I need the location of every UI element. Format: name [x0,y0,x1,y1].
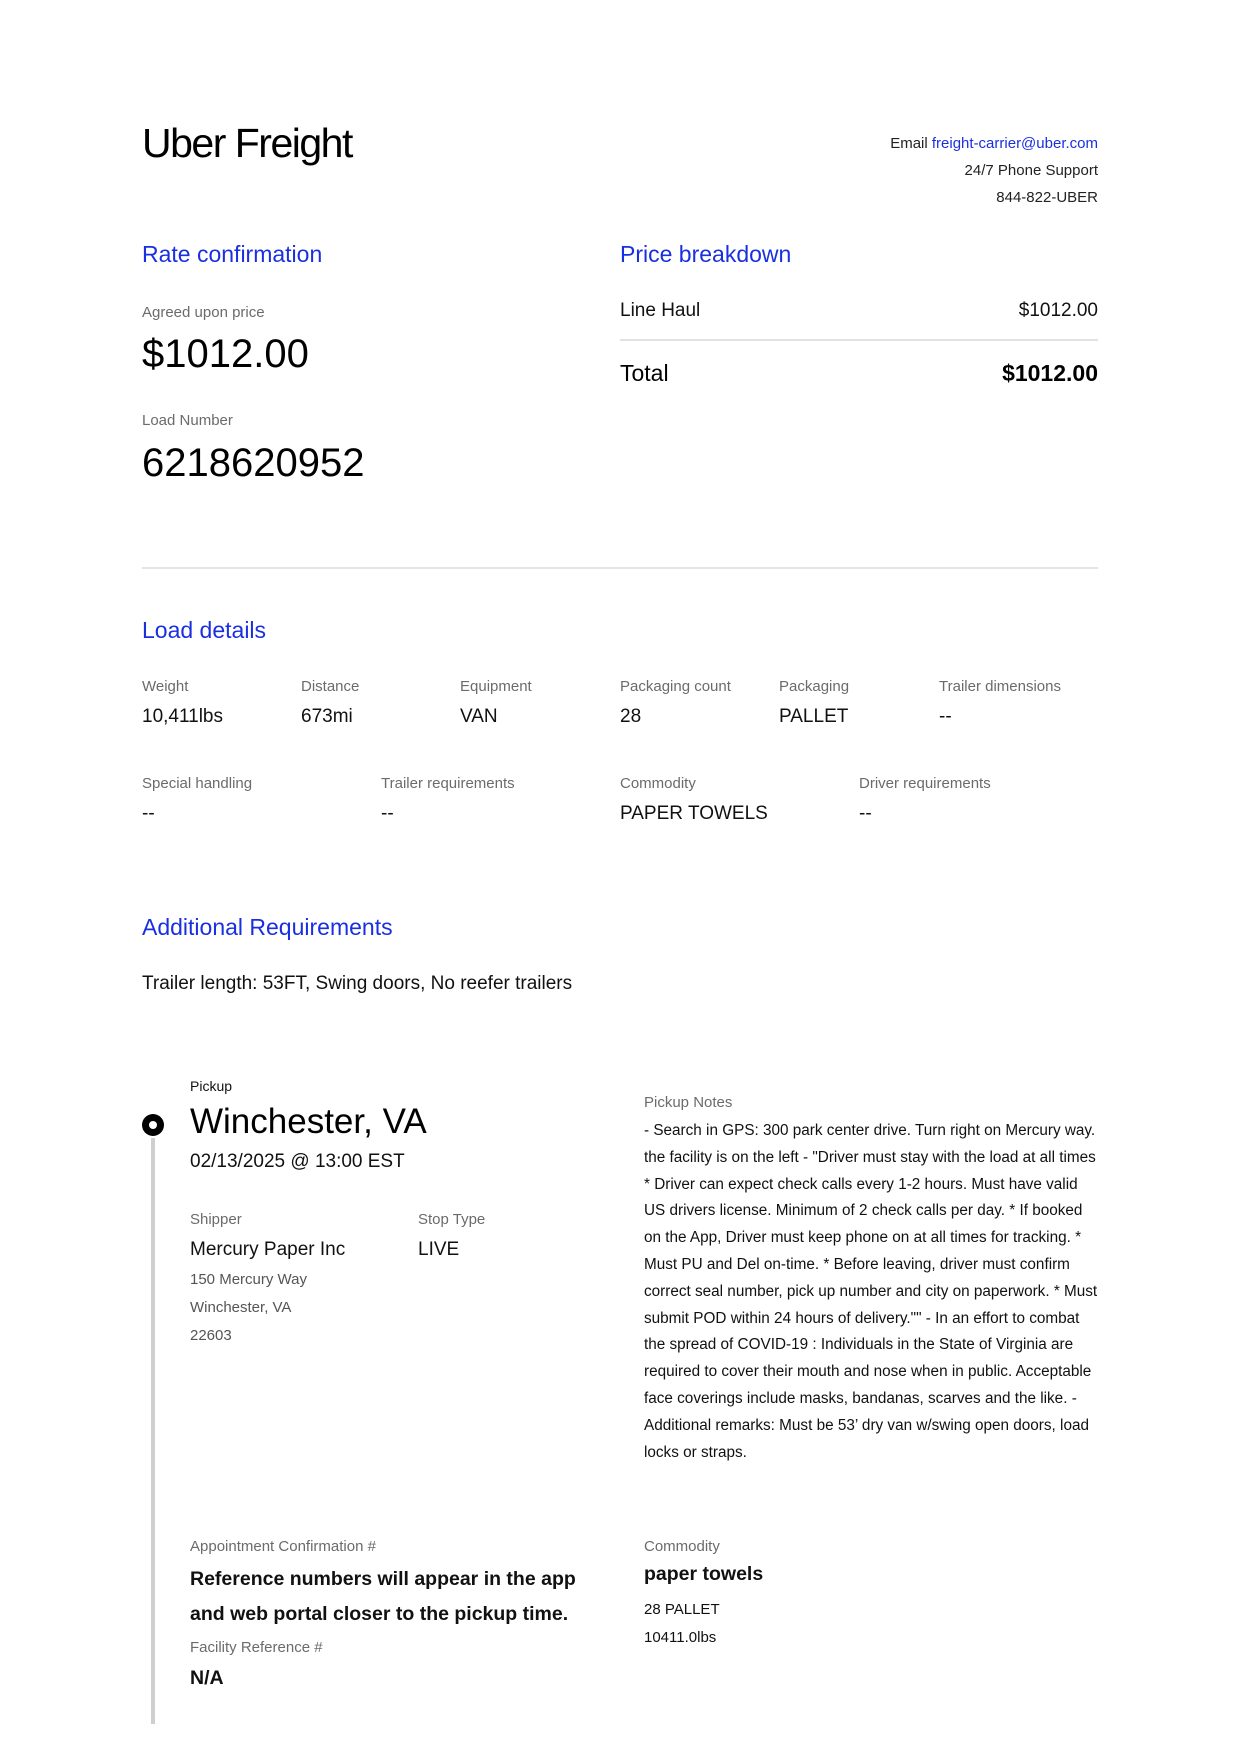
shipper-address-zip: 22603 [190,1327,232,1344]
trailer-dimensions-value: -- [939,706,952,727]
stop-type-value: LIVE [418,1239,460,1260]
driver-requirements-label: Driver requirements [859,775,991,792]
stop-commodity-weight: 10411.0lbs [644,1629,717,1646]
total-row [620,360,1098,387]
shipper-name: Mercury Paper Inc [190,1239,346,1260]
stop-type-label: Stop Type [418,1211,486,1228]
timeline-stop-icon [142,1114,164,1136]
phone-support-label: 24/7 Phone Support [964,162,1098,179]
shipper-label: Shipper [190,1211,242,1228]
trailer-dimensions-label: Trailer dimensions [939,678,1061,695]
distance-value: 673mi [301,706,353,727]
weight-value: 10,411lbs [142,706,223,727]
email-label: Email [890,135,928,152]
equipment-label: Equipment [460,678,532,695]
weight-label: Weight [142,678,189,695]
driver-requirements-value: -- [859,803,872,824]
stop-datetime: 02/13/2025 @ 13:00 EST [190,1151,405,1172]
special-handling-value: -- [142,803,155,824]
total-value: $1012.00 [1002,360,1098,386]
packaging-count-value: 28 [620,706,642,727]
packaging-value: PALLET [779,706,849,727]
appointment-confirmation-value: Reference numbers will appear in the app and web portal closer to the pickup time. [190,1568,576,1625]
agreed-price-value: $1012.00 [142,332,309,376]
stop-commodity-count: 28 PALLET [644,1601,720,1618]
stop-commodity-label: Commodity [644,1538,720,1555]
pickup-notes-text: - Search in GPS: 300 park center drive. Turn right on Mercury way. the facility is on the left - "Driver must stay with the load at all times * Driver can expect check calls every 1-2 hours. Must have valid US drivers license. Minimum of 2 check calls per day. * If booked on the App, Driver must keep phone on at all times for tracking. * Must PU and Del on-time. * Before leaving, driver must confirm correct seal number, pick up number and city on paperwork. * Must submit POD within 24 hours of delivery."" - In an effort to combat the spread of COVID-19 : Individuals in the State of Virginia are required to cover their mouth and nose when in public. Acceptable face coverings include masks, bandanas, scarves and the like. - Additional remarks: Must be 53’ dry van w/swing open doors, load locks or straps. [644,1122,1098,1461]
contact-block [890,130,1098,211]
trailer-requirements-value: -- [381,803,394,824]
equipment-value: VAN [460,706,498,727]
pickup-notes-label: Pickup Notes [644,1094,733,1111]
additional-requirements-title: Additional Requirements [142,914,393,940]
facility-reference-value: N/A [190,1667,224,1689]
shipper-address-line1: 150 Mercury Way [190,1271,307,1288]
special-handling-label: Special handling [142,775,253,792]
commodity-value: PAPER TOWELS [620,803,768,824]
stop-kicker: Pickup [190,1078,233,1094]
packaging-count-label: Packaging count [620,678,731,695]
additional-requirements-text: Trailer length: 53FT, Swing doors, No reefer trailers [142,973,573,994]
total-label: Total [620,360,669,386]
facility-reference-label: Facility Reference # [190,1639,323,1656]
stop-city: Winchester, VA [190,1102,427,1141]
trailer-requirements-label: Trailer requirements [381,775,515,792]
line-haul-row [620,300,1098,322]
load-details-title: Load details [142,617,267,643]
load-number-label: Load Number [142,412,233,429]
commodity-label: Commodity [620,775,696,792]
agreed-price-label: Agreed upon price [142,304,265,321]
shipper-address-line2: Winchester, VA [190,1299,292,1316]
price-divider [620,339,1098,341]
packaging-label: Packaging [779,678,850,695]
timeline-line [151,1138,155,1724]
load-number-value: 6218620952 [142,441,365,485]
stop-commodity-name: paper towels [644,1563,764,1585]
appointment-confirmation-label: Appointment Confirmation # [190,1538,376,1555]
distance-label: Distance [301,678,360,695]
price-breakdown-title: Price breakdown [620,241,792,267]
phone-number[interactable]: 844-822-UBER [996,189,1098,206]
line-haul-label: Line Haul [620,300,701,321]
section-divider [142,567,1098,569]
email-link[interactable]: freight-carrier@uber.com [931,135,1098,152]
line-haul-value: $1012.00 [1018,300,1098,321]
rate-confirmation-title: Rate confirmation [142,241,323,267]
uber-freight-logo: Uber Freight [142,120,352,166]
